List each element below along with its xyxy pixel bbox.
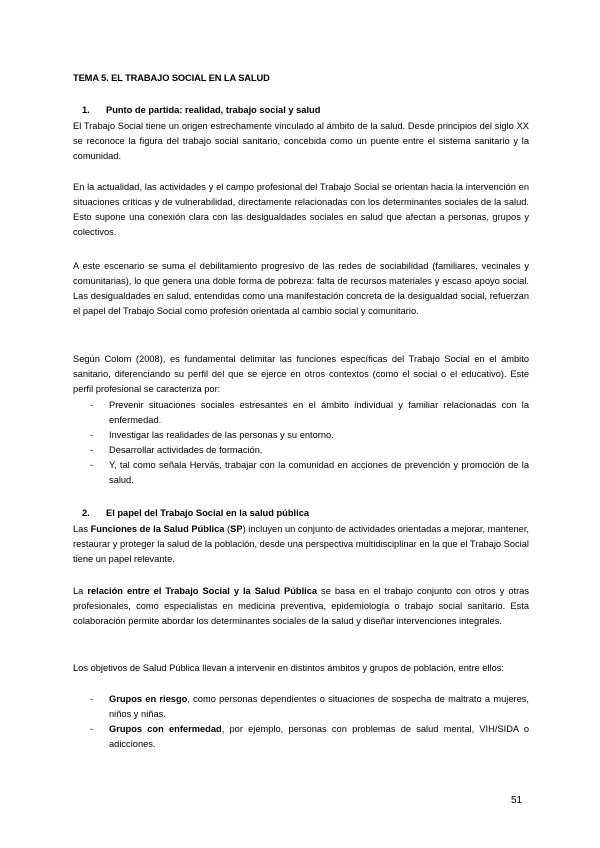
list-dash: -	[90, 445, 94, 455]
bold-term: relación entre el Trabajo Social y la Salud Pública	[87, 586, 318, 596]
bold-term: Grupos con enfermedad	[109, 724, 222, 734]
text-run: (	[224, 524, 231, 534]
document-title: TEMA 5. EL TRABAJO SOCIAL EN LA SALUD	[73, 73, 270, 83]
list-item	[73, 443, 529, 458]
list-item-text: , como personas dependientes o situaciones de sospecha de maltrato a mujeres, niños y niñas.	[109, 694, 529, 719]
section-2-title: El papel del Trabajo Social en la salud pública	[106, 508, 310, 518]
text-run: ) incluyen un conjunto de actividades orientadas a mejorar, mantener, restaurar y proteger la salud de la población, desde una perspectiva multidisciplinar en la que el Trabajo Social tiene un papel relevante.	[73, 524, 529, 564]
list-item	[73, 722, 529, 752]
section-1-list	[73, 398, 529, 488]
text-run: Las	[73, 524, 91, 534]
section-1-heading	[73, 103, 533, 118]
list-item-text: Desarrollar actividades de formación.	[109, 445, 263, 455]
section-1-paragraph-1: El Trabajo Social tiene un origen estrechamente vinculado al ámbito de la salud. Desde principios del siglo XX se reconoce la figura del trabajo social sanitario, concebida como un puente entre el sistema sanitario y la comunidad.	[73, 121, 529, 161]
section-2-heading	[73, 506, 533, 521]
section-2-paragraph-1	[73, 522, 529, 567]
text-run: se basa en el trabajo conjunto con otros y otras profesionales, como especialistas en medicina preventiva, epidemiología o trabajo social sanitario. Esta colaboración permite abordar los determinantes sociales de la salud y diseñar intervenciones integrales.	[73, 586, 529, 626]
list-dash: -	[90, 400, 94, 410]
section-2-paragraph-3: Los objetivos de Salud Pública llevan a intervenir en distintos ámbitos y grupos de población, entre ellos:	[73, 663, 505, 673]
section-1-paragraph-3: A este escenario se suma el debilitamiento progresivo de las redes de sociabilidad (familiares, vecinales y comunitarias), lo que genera una doble forma de pobreza: falta de recursos materiales y escaso apoyo social. Las desigualdades en salud, entendidas como una manifestación concreta de la desigualdad social, refuerzan el papel del Trabajo Social como profesión orientada al cambio social y comunitario.	[73, 261, 529, 316]
section-2-number: 2.	[82, 508, 90, 518]
list-item	[73, 428, 529, 443]
list-dash: -	[90, 460, 94, 470]
list-item-text: Investigar las realidades de las personas y su entorno.	[109, 430, 334, 440]
bold-term: Funciones de la Salud Pública	[90, 524, 225, 534]
bold-term: SP	[230, 524, 243, 534]
list-item	[73, 458, 529, 488]
list-item-text: , por ejemplo, personas con problemas de salud mental, VIH/SIDA o adicciones.	[109, 724, 529, 749]
list-item-text: Y, tal como señala Hervás, trabajar con la comunidad en acciones de prevención y promoción de la salud.	[109, 460, 529, 485]
section-1-paragraph-4: Según Colom (2008), es fundamental delimitar las funciones específicas del Trabajo Social en el ámbito sanitario, diferenciando su perfil del que se ejerce en otros contextos (como el social o el educativo). Este perfil profesional se caracteriza por:	[73, 354, 529, 394]
page-number: 51	[511, 795, 523, 806]
section-1-title: Punto de partida: realidad, trabajo social y salud	[106, 105, 321, 115]
list-dash: -	[90, 694, 94, 704]
list-item	[73, 692, 529, 722]
section-1-paragraph-2: En la actualidad, las actividades y el campo profesional del Trabajo Social se orientan hacia la intervención en situaciones críticas y de vulnerabilidad, directamente relacionadas con los determinantes sociales de la salud. Esto supone una conexión clara con las desigualdades sociales en salud que afectan a personas, grupos y colectivos.	[73, 182, 529, 237]
list-item	[73, 398, 529, 428]
list-dash: -	[90, 430, 94, 440]
section-2-paragraph-2	[73, 584, 529, 629]
list-dash: -	[90, 724, 94, 734]
section-2-list	[73, 692, 529, 752]
list-item-text: Prevenir situaciones sociales estresantes en el ámbito individual y familiar relacionadas con la enfermedad.	[109, 400, 529, 425]
bold-term: Grupos en riesgo	[109, 694, 188, 704]
section-1-number: 1.	[82, 105, 90, 115]
text-run: La	[73, 586, 88, 596]
